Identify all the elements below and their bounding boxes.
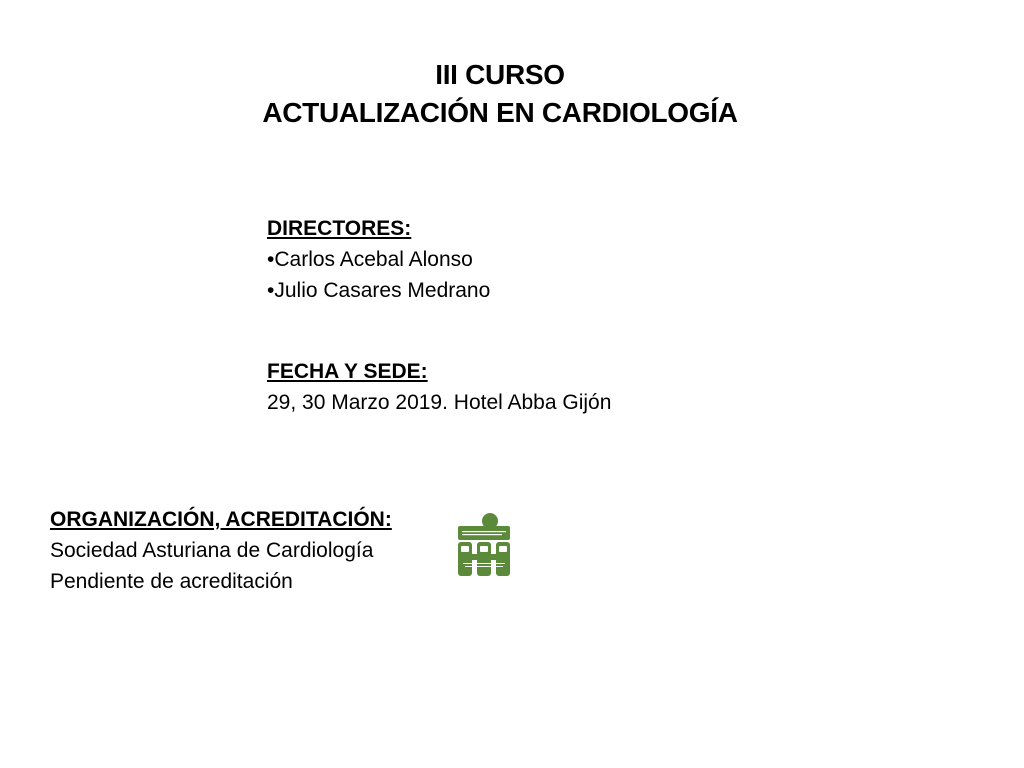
director-item-1: •Carlos Acebal Alonso	[267, 248, 473, 271]
directors-section	[267, 213, 490, 306]
date-venue-heading: FECHA Y SEDE:	[267, 360, 428, 383]
directors-heading: DIRECTORES:	[267, 217, 412, 240]
director-item-2: •Julio Casares Medrano	[267, 279, 491, 302]
organization-heading: ORGANIZACIÓN, ACREDITACIÓN:	[50, 508, 392, 531]
accreditation-logo-icon	[456, 512, 512, 578]
organization-society: Sociedad Asturiana de Cardiología	[50, 539, 374, 562]
page-title	[0, 56, 1000, 132]
accreditation-logo	[456, 512, 512, 578]
date-venue-details: 29, 30 Marzo 2019. Hotel Abba Gijón	[267, 391, 612, 414]
title-line-1: III CURSO	[435, 59, 565, 90]
date-venue-section	[267, 356, 611, 418]
organization-accreditation: Pendiente de acreditación	[50, 570, 293, 593]
title-line-2: ACTUALIZACIÓN EN CARDIOLOGÍA	[262, 97, 738, 128]
organization-section	[50, 504, 392, 597]
